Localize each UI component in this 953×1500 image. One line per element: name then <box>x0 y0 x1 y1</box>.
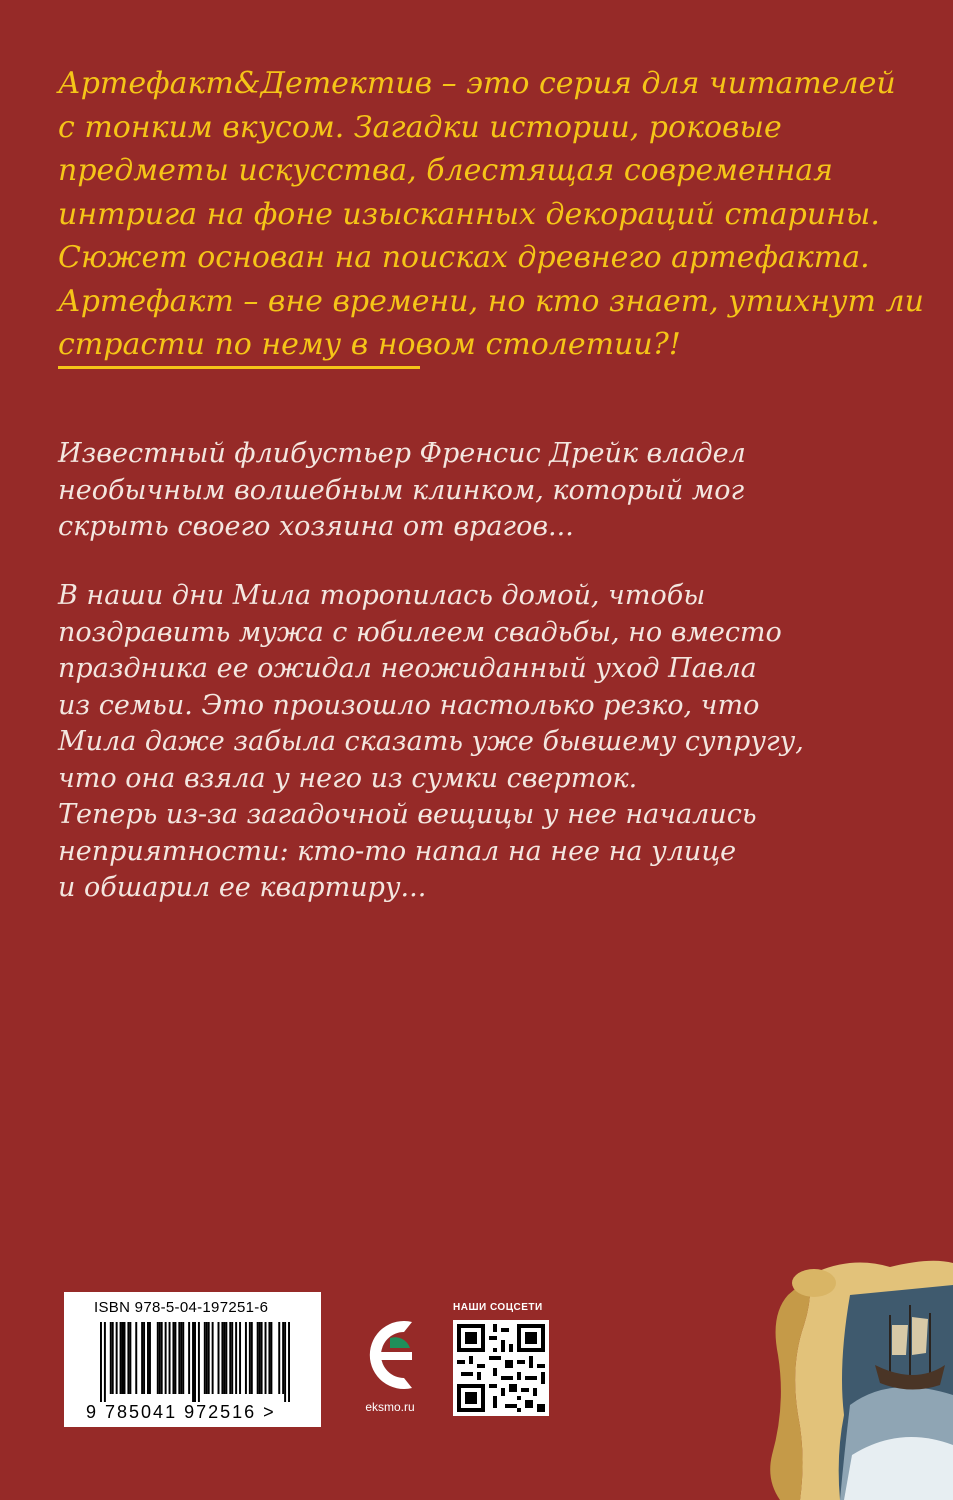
barcode-bar <box>116 1322 118 1394</box>
annotation-line: Теперь из-за загадочной вещицы у нее начались <box>58 799 757 830</box>
annotation-line: Мила даже забыла сказать уже бывшему супругу, <box>58 726 804 757</box>
annotation-line: неприятности: кто-то напал на нее на улице <box>58 835 737 867</box>
series-line: предметы искусства, блестящая современная <box>58 153 834 188</box>
barcode-bar <box>270 1322 272 1394</box>
series-line: Артефакт – вне времени, но кто знает, утихнут ли <box>58 283 924 319</box>
barcode-bar <box>218 1322 220 1394</box>
barcode-bar <box>104 1322 106 1402</box>
annotation-line: поздравить мужа с юбилеем свадьбы, но вместо <box>58 616 782 648</box>
barcode-bar <box>282 1322 284 1394</box>
barcode-bar <box>180 1322 182 1394</box>
barcode-block <box>64 1292 321 1427</box>
qr-code-icon <box>453 1320 549 1416</box>
scroll-illustration <box>740 1255 953 1500</box>
barcode-bar <box>194 1322 196 1402</box>
barcode-digits: 9 785041 972516 > <box>86 1402 276 1422</box>
barcode-bar <box>251 1322 253 1394</box>
barcode-bar <box>182 1322 184 1394</box>
barcode-bar <box>235 1322 237 1394</box>
barcode-bar <box>223 1322 225 1394</box>
barcode-bar <box>265 1322 267 1394</box>
barcode-bar <box>122 1322 124 1394</box>
barcode-bar <box>278 1322 280 1394</box>
barcode-bar <box>261 1322 263 1394</box>
barcode-bar <box>288 1322 290 1402</box>
barcode-bar <box>120 1322 122 1394</box>
barcode-bar <box>231 1322 233 1394</box>
barcode-bar <box>204 1322 206 1394</box>
barcode-bar <box>178 1322 180 1394</box>
barcode-bar <box>169 1322 171 1394</box>
barcode-bar <box>161 1322 163 1394</box>
barcode-bar <box>129 1322 131 1394</box>
social-label: НАШИ СОЦСЕТИ <box>453 1302 543 1313</box>
series-line: с тонким вкусом. Загадки истории, роковые <box>58 109 782 145</box>
barcode-bar <box>174 1322 176 1394</box>
barcode-bar <box>124 1322 126 1394</box>
annotation-line: что она взяла у него из сумки сверток. <box>58 762 638 794</box>
barcode-bar <box>284 1322 286 1402</box>
barcode-bar <box>245 1322 247 1394</box>
barcode-bar <box>259 1322 261 1394</box>
annotation-line: праздника ее ожидал неожиданный уход Павла <box>58 653 757 684</box>
barcode-bar <box>172 1322 174 1394</box>
barcode-bar <box>110 1322 112 1394</box>
barcode-bar <box>188 1322 190 1394</box>
annotation-paragraph-1 <box>58 436 908 546</box>
annotation-paragraph-2 <box>58 578 908 907</box>
barcode-bar <box>221 1322 223 1394</box>
series-line: Артефакт&Детектив – это серия для читателей <box>58 66 896 101</box>
barcode-bar <box>135 1322 137 1394</box>
barcode-bar <box>100 1322 102 1402</box>
series-line: страсти по нему в новом столетии?! <box>58 327 681 362</box>
annotation-line: и обшарил ее квартиру... <box>58 872 427 903</box>
barcode-bars <box>100 1322 290 1402</box>
barcode-bar <box>212 1322 214 1394</box>
qr-code[interactable] <box>453 1320 549 1416</box>
series-line: интрига на фоне изысканных декораций старины. <box>58 196 880 232</box>
series-description <box>58 62 924 367</box>
annotation-line: из семьи. Это произошло настолько резко, что <box>58 689 760 721</box>
barcode-bar <box>112 1322 114 1394</box>
isbn-label: ISBN 978-5-04-197251-6 <box>94 1299 269 1316</box>
barcode-bar <box>159 1322 161 1394</box>
divider-line <box>58 366 420 369</box>
annotation-line: В наши дни Мила торопилась домой, чтобы <box>58 580 706 611</box>
barcode-bar <box>239 1322 241 1394</box>
barcode-bar <box>143 1322 145 1394</box>
barcode-bar <box>127 1322 129 1394</box>
barcode-bar <box>249 1322 251 1394</box>
barcode-bar <box>225 1322 227 1394</box>
barcode-bar <box>141 1322 143 1394</box>
barcode-bar <box>192 1322 194 1402</box>
barcode-bar <box>208 1322 210 1394</box>
series-line: Сюжет основан на поисках древнего артефакта. <box>58 240 870 275</box>
annotation-line: необычным волшебным клинком, который мог <box>58 474 745 506</box>
annotation-line: скрыть своего хозяина от врагов... <box>58 511 574 542</box>
barcode-bar <box>157 1322 159 1394</box>
barcode-bar <box>268 1322 270 1394</box>
barcode-bar <box>206 1322 208 1394</box>
barcode-bar <box>147 1322 149 1394</box>
annotation-line: Известный флибустьер Френсис Дрейк владел <box>58 438 746 469</box>
barcode-bar <box>165 1322 167 1394</box>
publisher-site[interactable]: eksmo.ru <box>365 1400 415 1414</box>
barcode-bar <box>149 1322 151 1394</box>
barcode-bar <box>229 1322 231 1394</box>
barcode-bar <box>198 1322 200 1402</box>
barcode-bar <box>257 1322 259 1394</box>
